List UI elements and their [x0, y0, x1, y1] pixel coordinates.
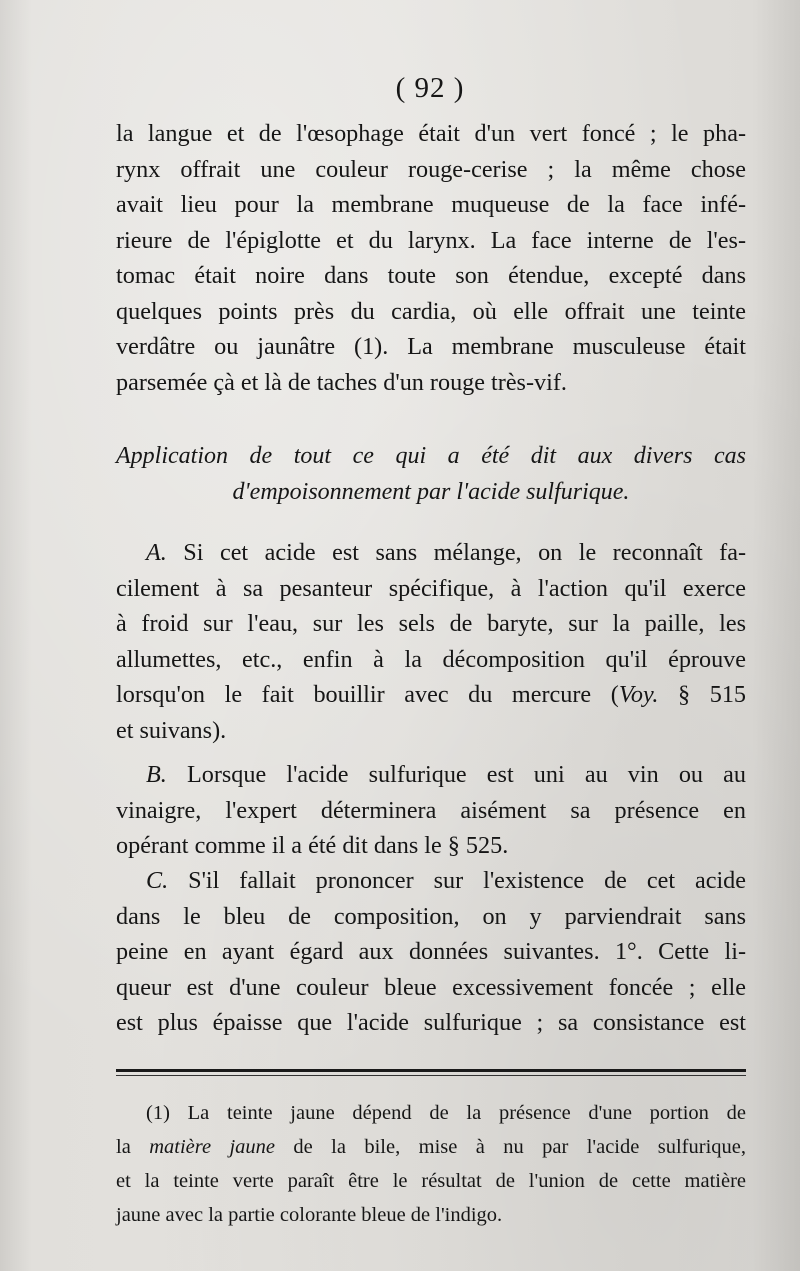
- text-span: S'il fallait prononcer sur l'existence de cet acide: [168, 867, 746, 894]
- text-line: cilement à sa pesanteur spécifique, à l'action qu'il exerce: [116, 574, 746, 602]
- text-line: [116, 863, 746, 899]
- text-span: de la bile, mise à nu par l'acide sulfurique,: [275, 1136, 746, 1158]
- text-span: la: [116, 1136, 150, 1158]
- text-line: et suivans).: [116, 716, 227, 744]
- footnote: [116, 1096, 746, 1232]
- text-line: à froid sur l'eau, sur les sels de baryte, sur la paille, les: [116, 610, 746, 637]
- text-span: Si cet acide est sans mélange, on le reconnaît fa-: [166, 539, 746, 566]
- text-line: allumettes, etc., enfin à la décomposition qu'il éprouve: [116, 645, 746, 673]
- footnote-line: et la teinte verte paraît être le résultat de l'union de cette matière: [116, 1170, 746, 1192]
- text-line: quelques points près du cardia, où elle offrait une teinte: [116, 297, 746, 325]
- text-line: est plus épaisse que l'acide sulfurique ; sa consistance est: [116, 1009, 746, 1036]
- text-line: la langue et de l'œsophage était d'un vert foncé ; le pha-: [116, 120, 746, 147]
- footnote-line: (1) La teinte jaune dépend de la présence d'une portion de: [146, 1102, 746, 1124]
- footnote-line: [116, 1130, 746, 1164]
- heading-line-1: Application de tout ce qui a été dit aux divers cas: [116, 443, 746, 469]
- footnote-rule: [116, 1069, 746, 1072]
- text-line: parsemée çà et là de taches d'un rouge très-vif.: [116, 368, 567, 396]
- paragraph-letter: B.: [146, 761, 167, 788]
- section-heading: [116, 438, 746, 510]
- text-line: peine en ayant égard aux données suivantes. 1°. Cette li-: [116, 938, 746, 965]
- text-line: tomac était noire dans toute son étendue, excepté dans: [116, 262, 746, 289]
- paragraph-letter: C.: [146, 867, 169, 894]
- text-line: opérant comme il a été dit dans le § 525.: [116, 832, 509, 859]
- text-line: queur est d'une couleur bleue excessivement foncée ; elle: [116, 973, 746, 1001]
- text-line: avait lieu pour la membrane muqueuse de la face infé-: [116, 191, 746, 218]
- text-line: rieure de l'épiglotte et du larynx. La face interne de l'es-: [116, 226, 746, 254]
- footnote-line: jaune avec la partie colorante bleue de l'indigo.: [116, 1204, 503, 1226]
- text-span: lorsqu'on le fait bouillir avec du mercure (: [116, 681, 619, 708]
- paragraph-c: [116, 863, 746, 1041]
- paragraph-a: [116, 535, 746, 748]
- paragraph-top: [116, 116, 746, 400]
- text-line: verdâtre ou jaunâtre (1). La membrane musculeuse était: [116, 333, 746, 360]
- italic-span: matière jaune: [149, 1136, 276, 1158]
- text-span: Lorsque l'acide sulfurique est uni au vin ou au: [166, 761, 746, 788]
- paragraph-letter: A.: [146, 539, 167, 566]
- paragraph-b: [116, 757, 746, 864]
- text-line: dans le bleu de composition, on y parviendrait sans: [116, 902, 746, 930]
- text-span: § 515: [658, 681, 747, 708]
- footnote-rule-thin: [116, 1075, 746, 1076]
- text-line: vinaigre, l'expert déterminera aisément sa présence en: [116, 796, 746, 824]
- italic-span: Voy.: [618, 681, 659, 708]
- text-line: [116, 535, 746, 571]
- text-line: rynx offrait une couleur rouge-cerise ; la même chose: [116, 155, 746, 183]
- text-line: [116, 677, 746, 713]
- heading-line-2: d'empoisonnement par l'acide sulfurique.: [232, 479, 630, 505]
- page-number: ( 92 ): [395, 72, 465, 104]
- text-line: [116, 757, 746, 793]
